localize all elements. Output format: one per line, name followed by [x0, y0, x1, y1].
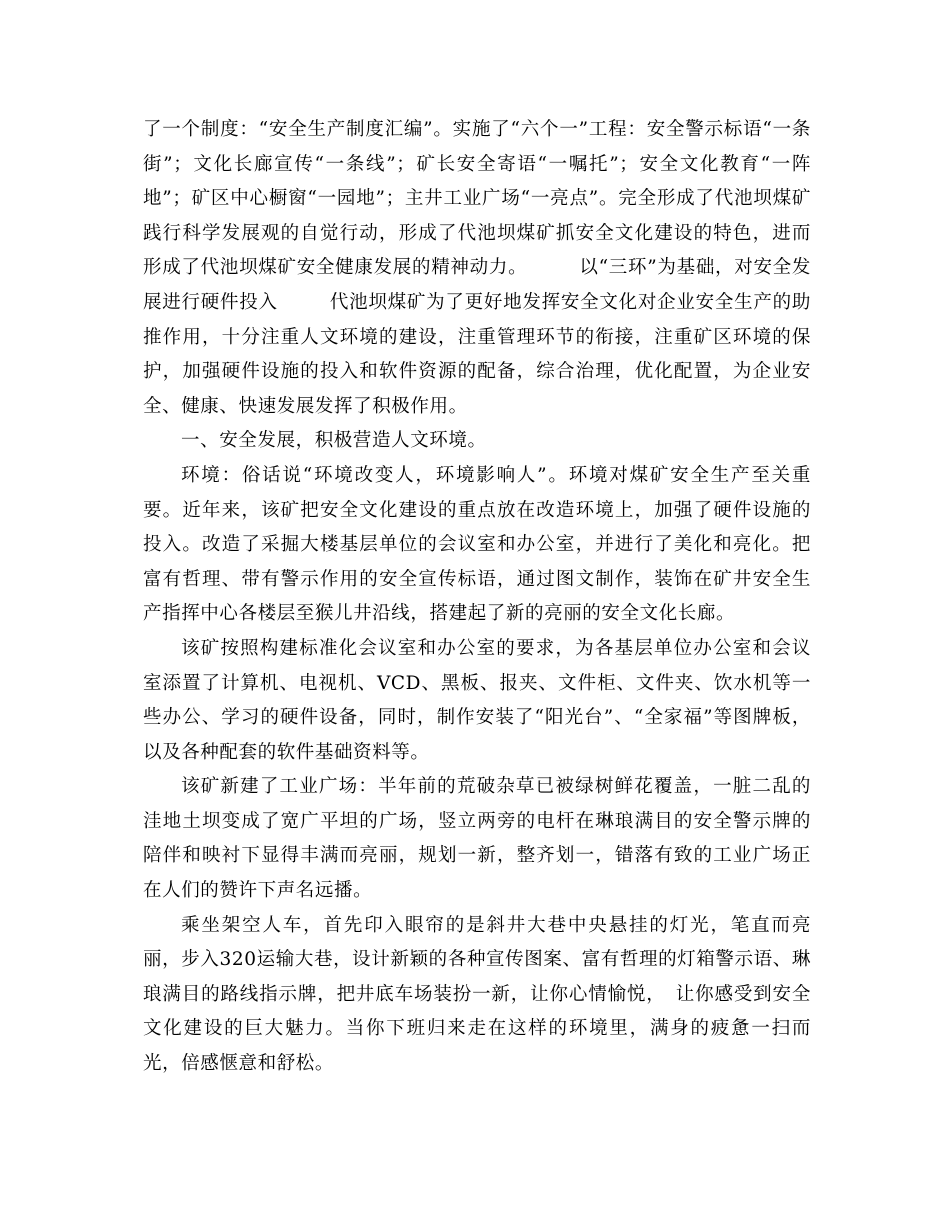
- section-heading-humanistic-environment: [143, 424, 811, 459]
- paragraph-text-a: 乘坐架空人车，首先印入眼帘的是斜井大巷中央悬挂的灯光，笔直而亮丽，步入320运输大巷，设计新颖的各种宣传图案、富有哲理的灯箱警示语、琳琅满目的路线指示牌，把井底车场装扮一新，让你心情愉悦，: [143, 914, 811, 1005]
- paragraph-environment: [143, 459, 811, 632]
- paragraph-text: 该矿新建了工业广场：半年前的荒破杂草已被绿树鲜花覆盖，一脏二乱的洼地土坝变成了宽广平坦的广场，竖立两旁的电杆在琳琅满目的安全警示牌的陪伴和映衬下显得丰满而亮丽，规划一新，整齐划一，错落有致的工业广场正在人们的赞许下声名远播。: [143, 776, 811, 902]
- paragraph-1-text-a: 了一个制度：“安全生产制度汇编”。实施了“六个一”工程：安全警示标语“一条街”；文化长廊宣传“一条线”；矿长安全寄语“一嘱托”；安全文化教育“一阵地”；矿区中心橱窗“一园地”；主井工业广场“一亮点”。完全形成了代池坝煤矿践行科学发展观的自觉行动，形成了代池坝煤矿抓安全文化建设的特色，进而形成了代池坝煤矿安全健康发展的精神动力。: [143, 119, 811, 279]
- paragraph-office-equipment: [143, 632, 811, 770]
- document-body: [143, 113, 811, 1082]
- paragraph-text-b: 让你感受到安全文化建设的巨大魅力。当你下班归来走在这样的环境里，满身的疲惫一扫而光，倍感惬意和舒松。: [143, 983, 811, 1075]
- heading-text: 一、安全发展，积极营造人文环境。: [181, 430, 487, 452]
- paragraph-underground-roadway: [143, 909, 811, 1082]
- paragraph-text: 该矿按照构建标准化会议室和办公室的要求，为各基层单位办公室和会议室添置了计算机、电视机、VCD、黑板、报夹、文件柜、文件夹、饮水机等一些办公、学习的硬件设备，同时，制作安装了“阳光台”、“全家福”等图牌板，以及各种配套的软件基础资料等。: [143, 637, 811, 763]
- paragraph-text: 环境：俗话说“环境改变人，环境影响人”。环境对煤矿安全生产至关重要。近年来，该矿把安全文化建设的重点放在改造环境上，加强了硬件设施的投入。改造了采掘大楼基层单位的会议室和办公室，并进行了美化和亮化。把富有哲理、带有警示作用的安全宣传标语，通过图文制作，装饰在矿井安全生产指挥中心各楼层至猴儿井沿线，搭建起了新的亮丽的安全文化长廊。: [143, 464, 811, 625]
- section-heading-three-rings: 以“三环”为基础，对安全发展进行硬件投入: [143, 257, 811, 313]
- paragraph-1-text-b: 代池坝煤矿为了更好地发挥安全文化对企业安全生产的助推作用，十分注重人文环境的建设，注重管理环节的衔接，注重矿区环境的保护，加强硬件设施的投入和软件资源的配备，综合治理，优化配置，为企业安全、健康、快速发展发挥了积极作用。: [143, 291, 811, 417]
- paragraph-1: [143, 113, 811, 424]
- paragraph-industrial-square: [143, 770, 811, 908]
